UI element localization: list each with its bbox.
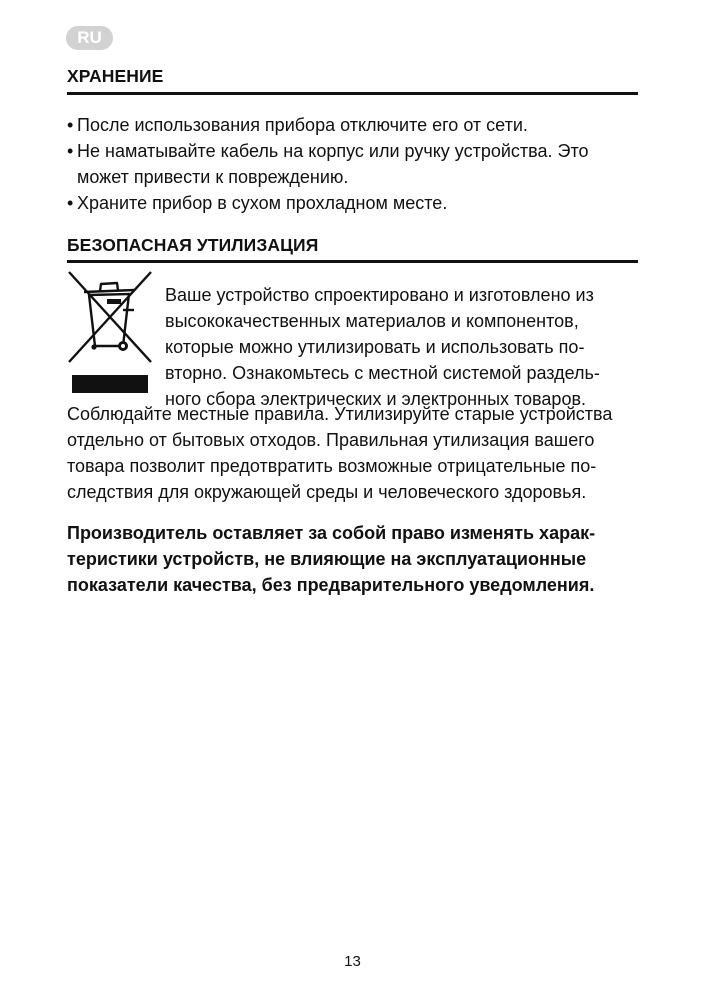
language-badge: RU [66,26,113,50]
text-line: высококачественных материалов и компонентов, [165,311,579,331]
list-item: • Не наматывайте кабель на корпус или ручку устройства. Это может привести к повреждению. [67,138,642,190]
text-line: Соблюдайте местные правила. Утилизируйте старые устройства [67,404,613,424]
disposal-title: БЕЗОПАСНАЯ УТИЛИЗАЦИЯ [67,235,319,255]
list-item: • Храните прибор в сухом прохладном месте. [67,190,642,216]
weee-crossed-bin-icon [67,270,153,394]
text-line: показатели качества, без предварительного уведомления. [67,575,595,595]
manufacturer-disclaimer [67,520,657,598]
list-item: • После использования прибора отключите его от сети. [67,112,642,138]
storage-divider [67,92,638,95]
text-line: Ваше устройство спроектировано и изготовлено из [165,285,594,305]
disposal-intro-text [165,282,645,412]
storage-bullet-list [67,112,642,216]
text-line: Производитель оставляет за собой право изменять харак- [67,523,596,543]
text-line: отдельно от бытовых отходов. Правильная утилизация вашего [67,430,595,450]
text-line: которые можно утилизировать и использовать по- [165,337,585,357]
text-line: вторно. Ознакомьтесь с местной системой раздель- [165,363,600,383]
text-line: ного сбора электрических и электронных товаров. [165,389,587,409]
disposal-divider [67,260,638,263]
text-line: следствия для окружающей среды и человеческого здоровья. [67,482,587,502]
storage-title: ХРАНЕНИЕ [67,66,164,86]
page-number: 13 [344,953,361,970]
text-line: теристики устройств, не влияющие на эксплуатационные [67,549,587,569]
text-line: товара позволит предотвратить возможные отрицательные по- [67,456,597,476]
disposal-body-text [67,401,657,505]
